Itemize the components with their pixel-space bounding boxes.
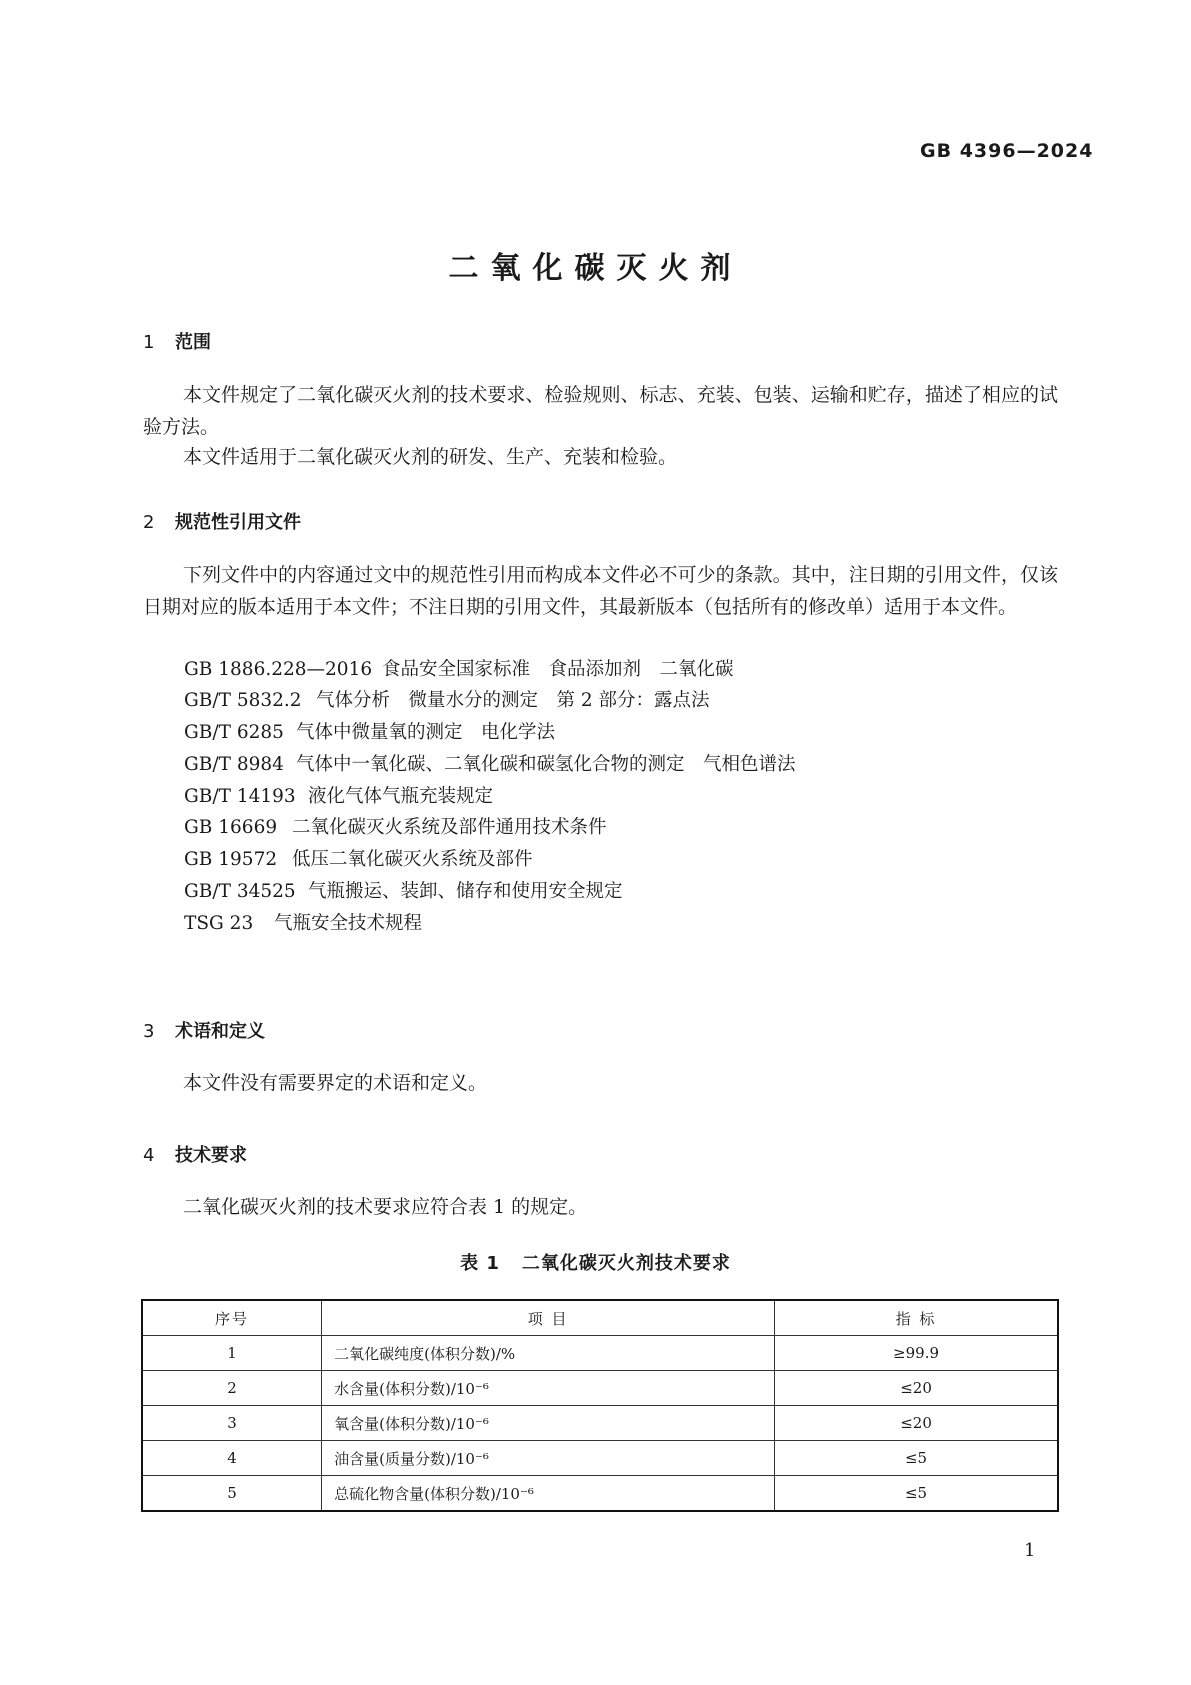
reference-name: 低压二氧化碳灭火系统及部件: [292, 849, 533, 870]
reference-name: 气瓶搬运、装卸、储存和使用安全规定: [308, 881, 623, 902]
table-row: [142, 1371, 1058, 1406]
reference-item: [184, 844, 533, 876]
reference-code: GB/T 5832.2: [184, 690, 302, 711]
reference-item: [184, 812, 607, 844]
reference-item: [184, 781, 493, 813]
section-3-heading: [143, 1017, 265, 1043]
section-title: 术语和定义: [175, 1021, 265, 1042]
reference-code: GB/T 34525: [184, 881, 296, 902]
reference-code: GB 19572: [184, 849, 278, 870]
cell-value: ≥99.9: [775, 1336, 1058, 1371]
table-label: 表 1: [460, 1253, 500, 1274]
reference-name: 液化气体气瓶充装规定: [308, 786, 494, 807]
cell-item: 总硫化物含量(体积分数)/10⁻⁶: [322, 1476, 775, 1512]
cell-item: 氧含量(体积分数)/10⁻⁶: [322, 1406, 775, 1441]
reference-code: GB/T 6285: [184, 722, 284, 743]
cell-value: ≤5: [775, 1476, 1058, 1512]
section-title: 范围: [175, 332, 211, 353]
section-number: 4: [143, 1145, 155, 1166]
reference-name: 食品安全国家标准 食品添加剂 二氧化碳: [382, 659, 734, 680]
spec-table: [141, 1299, 1059, 1512]
reference-code: GB/T 14193: [184, 786, 296, 807]
reference-name: 气体分析 微量水分的测定 第 2 部分：露点法: [316, 690, 710, 711]
scope-paragraph-1: 本文件规定了二氧化碳灭火剂的技术要求、检验规则、标志、充装、包装、运输和贮存，描述了相应的试验方法。: [143, 384, 1058, 438]
section-number: 3: [143, 1021, 155, 1042]
section-number: 1: [143, 332, 155, 353]
cell-no: 2: [142, 1371, 322, 1406]
page-number: 1: [1024, 1540, 1036, 1561]
column-header-item: 项 目: [322, 1300, 775, 1336]
reference-item: [184, 876, 623, 908]
column-header-no: 序号: [142, 1300, 322, 1336]
reference-name: 二氧化碳灭火系统及部件通用技术条件: [292, 817, 607, 838]
section-1-heading: [143, 328, 211, 354]
cell-no: 1: [142, 1336, 322, 1371]
cell-item: 水含量(体积分数)/10⁻⁶: [322, 1371, 775, 1406]
section-number: 2: [143, 512, 155, 533]
reference-item: [184, 685, 710, 717]
column-header-value: 指 标: [775, 1300, 1058, 1336]
cell-value: ≤20: [775, 1406, 1058, 1441]
reference-item: [184, 654, 734, 686]
reference-code: TSG 23: [184, 913, 254, 934]
table-caption: [0, 1249, 1191, 1275]
reference-code: GB 1886.228—2016: [184, 659, 373, 680]
scope-paragraph-2: 本文件适用于二氧化碳灭火剂的研发、生产、充装和检验。: [183, 446, 678, 468]
document-title: 二氧化碳灭火剂: [448, 251, 743, 286]
reference-name: 气瓶安全技术规程: [274, 913, 423, 934]
table-row: [142, 1476, 1058, 1512]
reference-name: 气体中微量氧的测定 电化学法: [296, 722, 556, 743]
cell-item: 油含量(质量分数)/10⁻⁶: [322, 1441, 775, 1476]
section-2-heading: [143, 508, 301, 534]
cell-value: ≤5: [775, 1441, 1058, 1476]
cell-item: 二氧化碳纯度(体积分数)/%: [322, 1336, 775, 1371]
table-caption-text: 二氧化碳灭火剂技术要求: [521, 1253, 731, 1274]
table-row: [142, 1336, 1058, 1371]
cell-no: 4: [142, 1441, 322, 1476]
section-title: 规范性引用文件: [175, 512, 301, 533]
cell-no: 5: [142, 1476, 322, 1512]
standard-number: GB 4396—2024: [920, 140, 1094, 162]
terms-paragraph: 本文件没有需要界定的术语和定义。: [183, 1072, 488, 1094]
reference-code: GB/T 8984: [184, 754, 284, 775]
section-title: 技术要求: [175, 1145, 247, 1166]
tech-paragraph: 二氧化碳灭火剂的技术要求应符合表 1 的规定。: [183, 1196, 588, 1218]
reference-name: 气体中一氧化碳、二氧化碳和碳氢化合物的测定 气相色谱法: [296, 754, 796, 775]
cell-no: 3: [142, 1406, 322, 1441]
section-4-heading: [143, 1141, 247, 1167]
table-row: [142, 1406, 1058, 1441]
reference-code: GB 16669: [184, 817, 278, 838]
reference-item: [184, 749, 796, 781]
table-header-row: [142, 1300, 1058, 1336]
cell-value: ≤20: [775, 1371, 1058, 1406]
normative-intro: 下列文件中的内容通过文中的规范性引用而构成本文件必不可少的条款。其中，注日期的引用文件，仅该日期对应的版本适用于本文件；不注日期的引用文件，其最新版本（包括所有的修改单）适用于本文件。: [143, 564, 1058, 618]
table-row: [142, 1441, 1058, 1476]
reference-item: [184, 717, 555, 749]
reference-item: [184, 908, 422, 940]
